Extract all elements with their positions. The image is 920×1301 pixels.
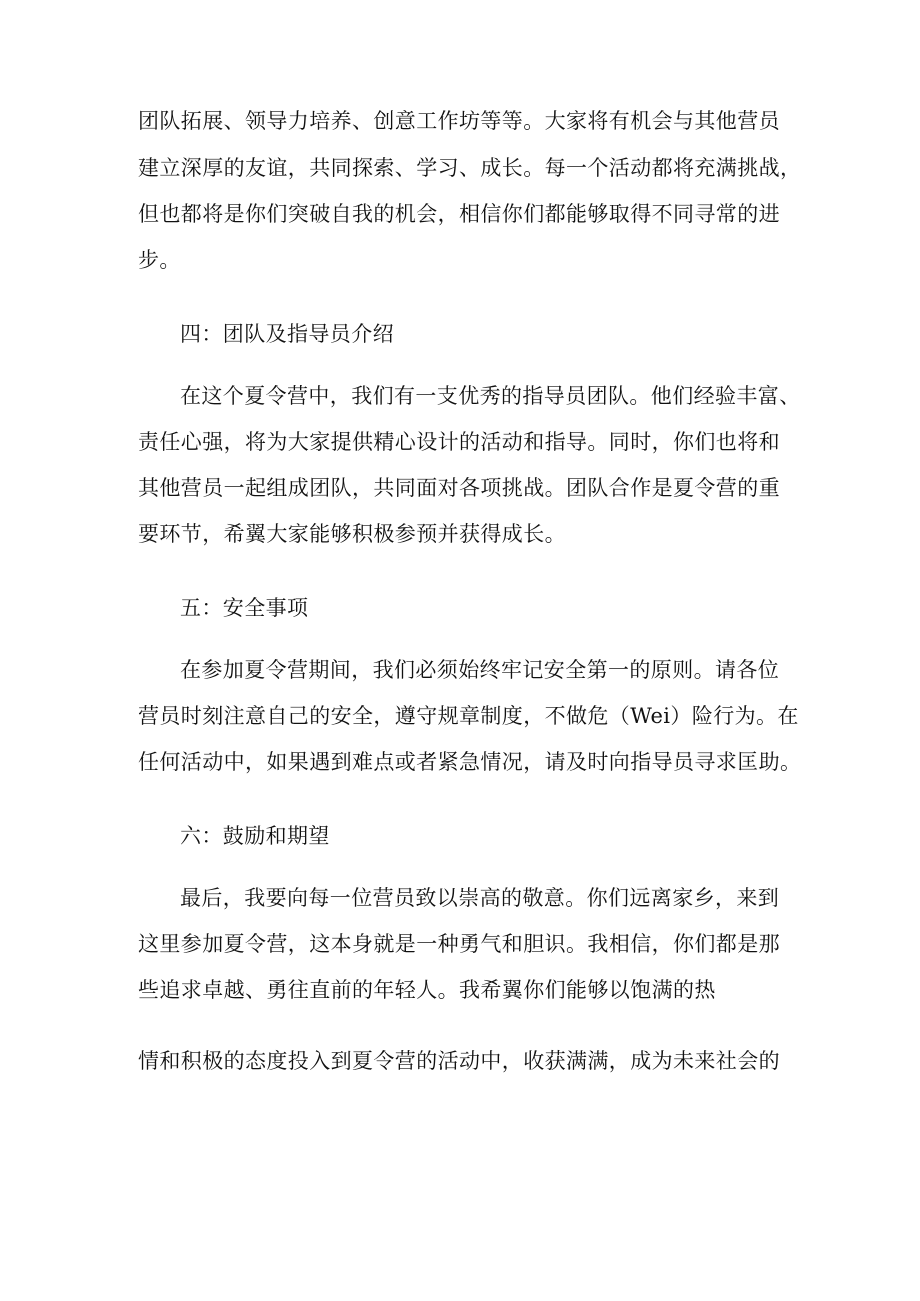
paragraph-line: 这里参加夏令营，这本身就是一种勇气和胆识。我相信，你们都是那 xyxy=(138,932,780,956)
paragraph-line: 但也都将是你们突破自我的机会，相信你们都能够取得不同寻常的进 xyxy=(138,202,780,226)
section-heading: 五：安全事项 xyxy=(180,596,309,620)
paragraph-line: 任何活动中，如果遇到难点或者紧急情况，请及时向指导员寻求匡助。 xyxy=(138,750,802,774)
paragraph-line: 最后，我要向每一位营员致以崇高的敬意。你们远离家乡，来到 xyxy=(180,886,780,910)
section-heading: 六：鼓励和期望 xyxy=(180,824,330,848)
paragraph-line: 情和积极的态度投入到夏令营的活动中，收获满满，成为未来社会的 xyxy=(138,1049,780,1073)
paragraph-line: 团队拓展、领导力培养、创意工作坊等等。大家将有机会与其他营员 xyxy=(138,109,780,133)
paragraph-line: 建立深厚的友谊，共同探索、学习、成长。每一个活动都将充满挑战， xyxy=(138,156,802,180)
paragraph-line: 步。 xyxy=(138,248,181,272)
paragraph-line: 责任心强，将为大家提供精心设计的活动和指导。同时，你们也将和 xyxy=(138,430,780,454)
paragraph-line: 些追求卓越、勇往直前的年轻人。我希翼你们能够以饱满的热 xyxy=(138,978,716,1002)
paragraph-line: 营员时刻注意自己的安全，遵守规章制度，不做危（Wei）险行为。在 xyxy=(138,704,799,728)
section-heading: 四：团队及指导员介绍 xyxy=(180,322,394,346)
paragraph-line: 要环节，希翼大家能够积极参预并获得成长。 xyxy=(138,522,566,546)
paragraph-line: 在这个夏令营中，我们有一支优秀的指导员团队。他们经验丰富、 xyxy=(180,384,801,408)
paragraph-line: 其他营员一起组成团队，共同面对各项挑战。团队合作是夏令营的重 xyxy=(138,476,780,500)
paragraph-line: 在参加夏令营期间，我们必须始终牢记安全第一的原则。请各位 xyxy=(180,658,780,682)
